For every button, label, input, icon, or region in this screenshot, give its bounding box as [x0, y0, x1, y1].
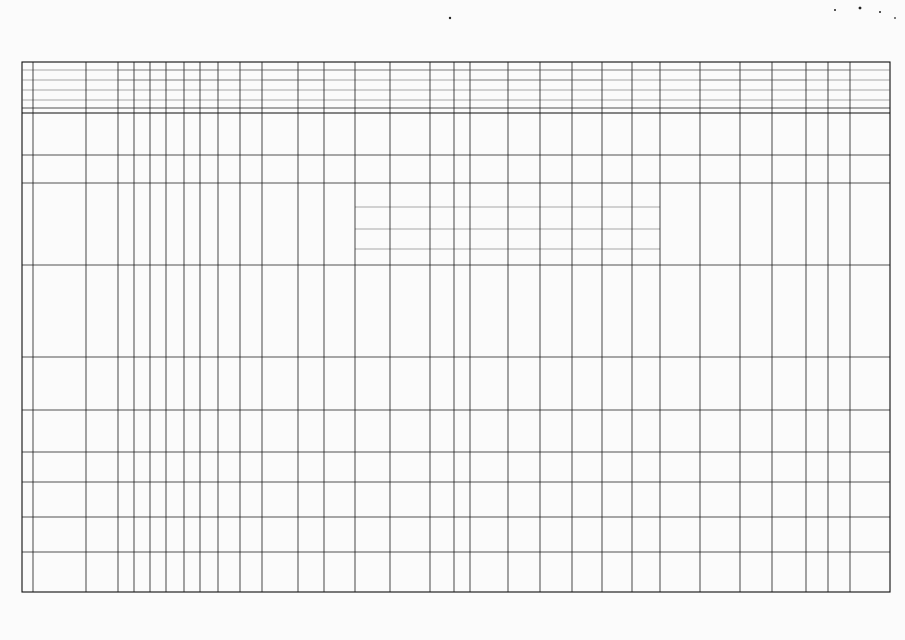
table-row: [22, 265, 890, 357]
scan-speck: [859, 7, 862, 10]
table-row: [22, 482, 890, 517]
table-row: [22, 452, 890, 482]
table-row: [22, 410, 890, 452]
table-row: [22, 552, 890, 592]
scan-speck: [894, 17, 896, 19]
scan-speck: [449, 17, 451, 19]
table-row: [22, 517, 890, 552]
scan-speck: [879, 11, 881, 13]
table-row: [22, 183, 890, 265]
table-row: [22, 113, 890, 155]
table-row: [22, 155, 890, 183]
table-row: [22, 357, 890, 410]
scan-speck: [834, 9, 836, 11]
